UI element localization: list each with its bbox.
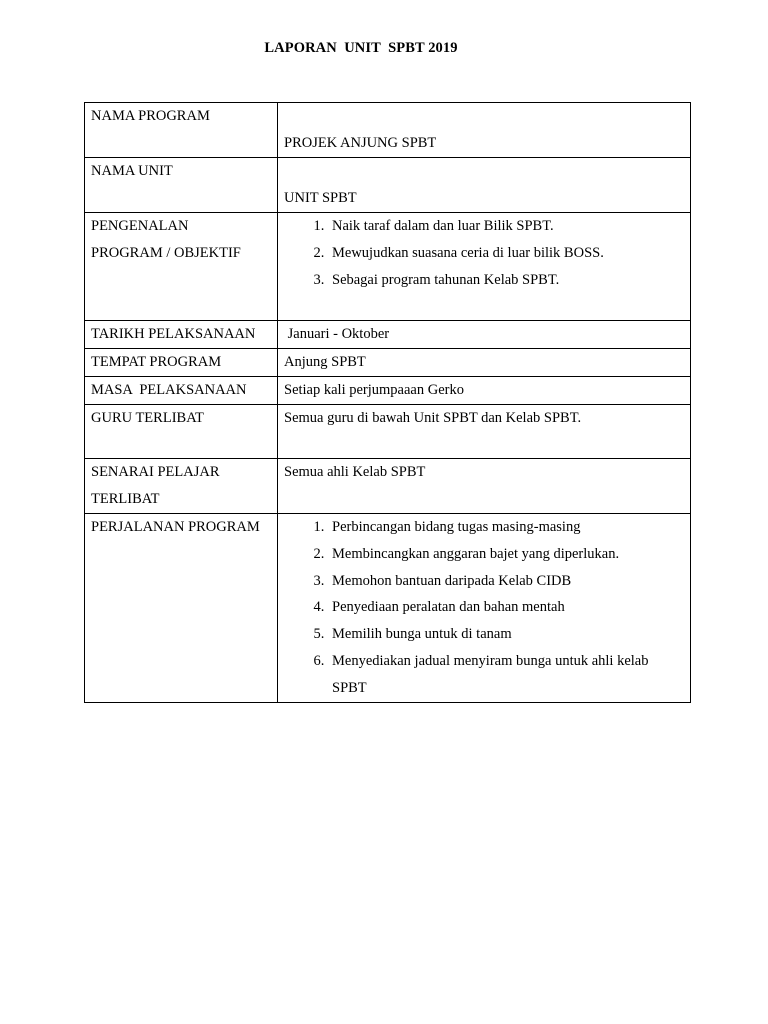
table-row-perjalanan [85, 514, 691, 703]
row-label: MASA PELAKSANAAN [85, 377, 278, 405]
row-label [85, 459, 278, 514]
row-value: Januari - Oktober [278, 321, 691, 349]
table-row-pelajar [85, 459, 691, 514]
list-item: 4. Penyediaan peralatan dan bahan mentah [328, 594, 684, 621]
list-item: 5. Memilih bunga untuk di tanam [328, 621, 684, 648]
row-label-line: PROGRAM / OBJEKTIF [91, 245, 241, 261]
row-value: PROJEK ANJUNG SPBT [278, 103, 691, 158]
program-steps-list [284, 514, 684, 702]
row-label: PERJALANAN PROGRAM [85, 514, 278, 703]
row-label-line: SENARAI PELAJAR [91, 464, 220, 480]
row-value: Anjung SPBT [278, 349, 691, 377]
table-row-tarikh [85, 321, 691, 349]
list-item: 2. Membincangkan anggaran bajet yang diperlukan. [328, 541, 684, 568]
list-item: 1. Naik taraf dalam dan luar Bilik SPBT. [328, 213, 684, 240]
table-row-tempat [85, 349, 691, 377]
list-item: 3. Memohon bantuan daripada Kelab CIDB [328, 568, 684, 595]
table-row-nama-program [85, 103, 691, 158]
document-title: LAPORAN UNIT SPBT 2019 [264, 40, 458, 56]
table-row-guru [85, 405, 691, 459]
row-label: GURU TERLIBAT [85, 405, 278, 459]
list-item: 1. Perbincangan bidang tugas masing-masing [328, 514, 684, 541]
list-item: 3. Sebagai program tahunan Kelab SPBT. [328, 267, 684, 294]
table-row-objektif [85, 213, 691, 321]
row-value [278, 213, 691, 321]
table-row-nama-unit [85, 158, 691, 213]
row-value: UNIT SPBT [278, 158, 691, 213]
row-label: TARIKH PELAKSANAAN [85, 321, 278, 349]
row-value: Setiap kali perjumpaaan Gerko [278, 377, 691, 405]
row-label-line: PENGENALAN [91, 218, 189, 234]
row-label: NAMA PROGRAM [85, 103, 278, 158]
row-label: NAMA UNIT [85, 158, 278, 213]
objective-list [284, 213, 684, 293]
list-item: 6. Menyediakan jadual menyiram bunga untuk ahli kelab SPBT [328, 648, 684, 702]
list-item: 2. Mewujudkan suasana ceria di luar bilik BOSS. [328, 240, 684, 267]
row-value [278, 514, 691, 703]
report-table [84, 102, 691, 703]
row-label: TEMPAT PROGRAM [85, 349, 278, 377]
row-value: Semua ahli Kelab SPBT [278, 459, 691, 514]
row-value: Semua guru di bawah Unit SPBT dan Kelab SPBT. [278, 405, 691, 459]
row-label-line: TERLIBAT [91, 491, 160, 507]
row-label [85, 213, 278, 321]
table-row-masa [85, 377, 691, 405]
